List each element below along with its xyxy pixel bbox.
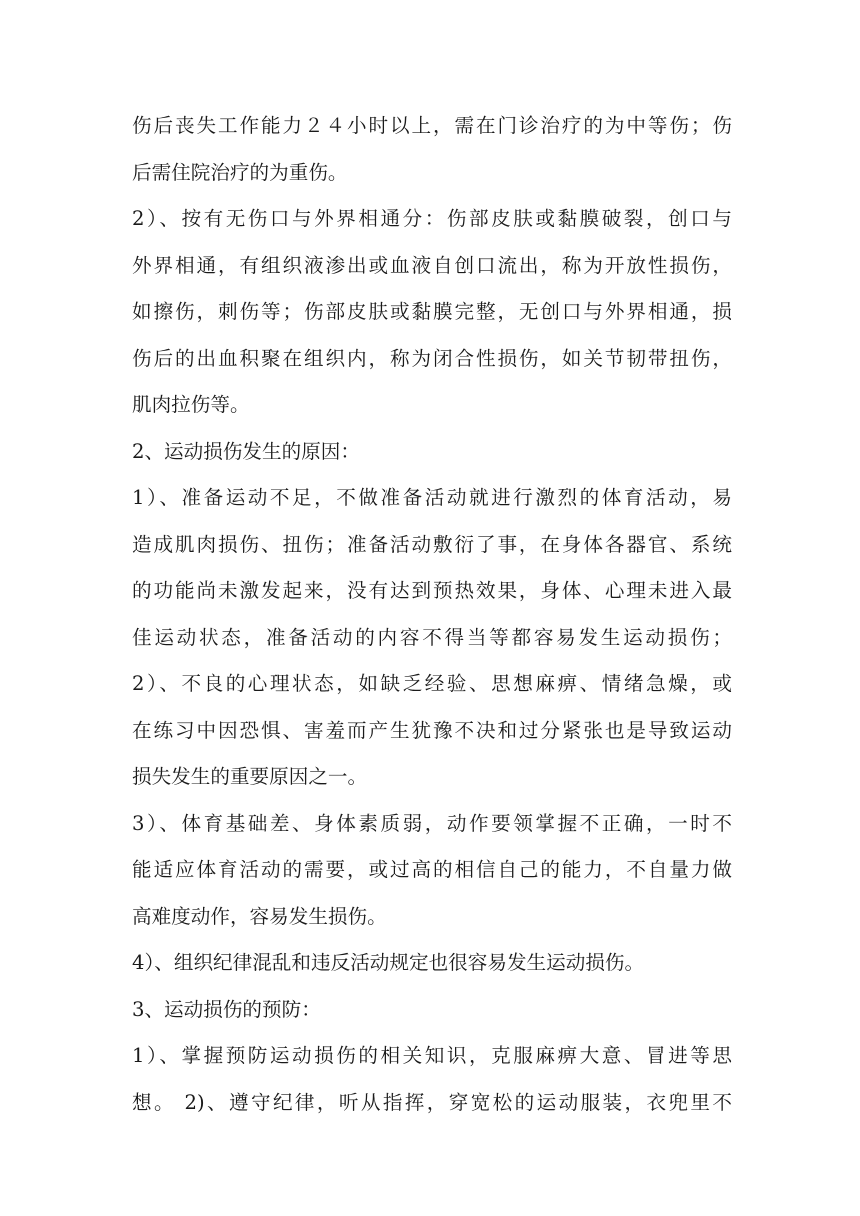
text-line: 佳运动状态，准备活动的内容不得当等都容易发生运动损伤； [132,625,732,649]
text-line: 的功能尚未激发起来，没有达到预热效果，身体、心理未进入最 [132,579,732,602]
text-line: 3）、体育基础差、身体素质弱，动作要领掌握不正确，一时不 [132,811,732,835]
text-line: 如擦伤，刺伤等；伤部皮肤或黏膜完整，无创口与外界相通，损 [132,300,732,323]
text-line: 外界相通，有组织液渗出或血液自创口流出，称为开放性损伤， [132,253,732,277]
text-line: 想。 2)、遵守纪律，听从指挥，穿宽松的运动服装，衣兜里不 [132,1090,732,1114]
text-line: 伤后的出血积聚在组织内，称为闭合性损伤，如关节韧带扭伤， [132,346,732,370]
text-line: 高难度动作，容易发生损伤。 [132,904,387,928]
text-line: 4）、组织纪律混乱和违反活动规定也很容易发生运动损伤。 [132,951,645,974]
text-line: 后需住院治疗的为重伤。 [132,160,348,184]
text-line: 损失发生的重要原因之一。 [132,765,368,788]
section-heading: 3、运动损伤的预防： [132,997,321,1021]
text-line: 1）、掌握预防运动损伤的相关知识，克服麻痹大意、冒进等思 [132,1044,732,1067]
text-line: 能适应体育活动的需要，或过高的相信自己的能力，不自量力做 [132,858,732,881]
text-line: 在练习中因恐惧、害羞而产生犹豫不决和过分紧张也是导致运动 [132,718,732,742]
section-heading: 2、运动损伤发生的原因： [132,439,360,463]
text-line: 肌肉拉伤等。 [132,393,250,416]
text-line: 1）、准备运动不足，不做准备活动就进行激烈的体育活动，易 [132,486,732,509]
text-line: 伤后丧失工作能力２４小时以上，需在门诊治疗的为中等伤；伤 [132,114,732,137]
body-text [132,103,732,1126]
text-line: 2）、不良的心理状态，如缺乏经验、思想麻痹、情绪急燥，或 [132,672,732,695]
text-line: 2）、按有无伤口与外界相通分：伤部皮肤或黏膜破裂，创口与 [132,207,732,230]
text-line: 造成肌肉损伤、扭伤；准备活动敷衍了事，在身体各器官、系统 [132,532,732,556]
